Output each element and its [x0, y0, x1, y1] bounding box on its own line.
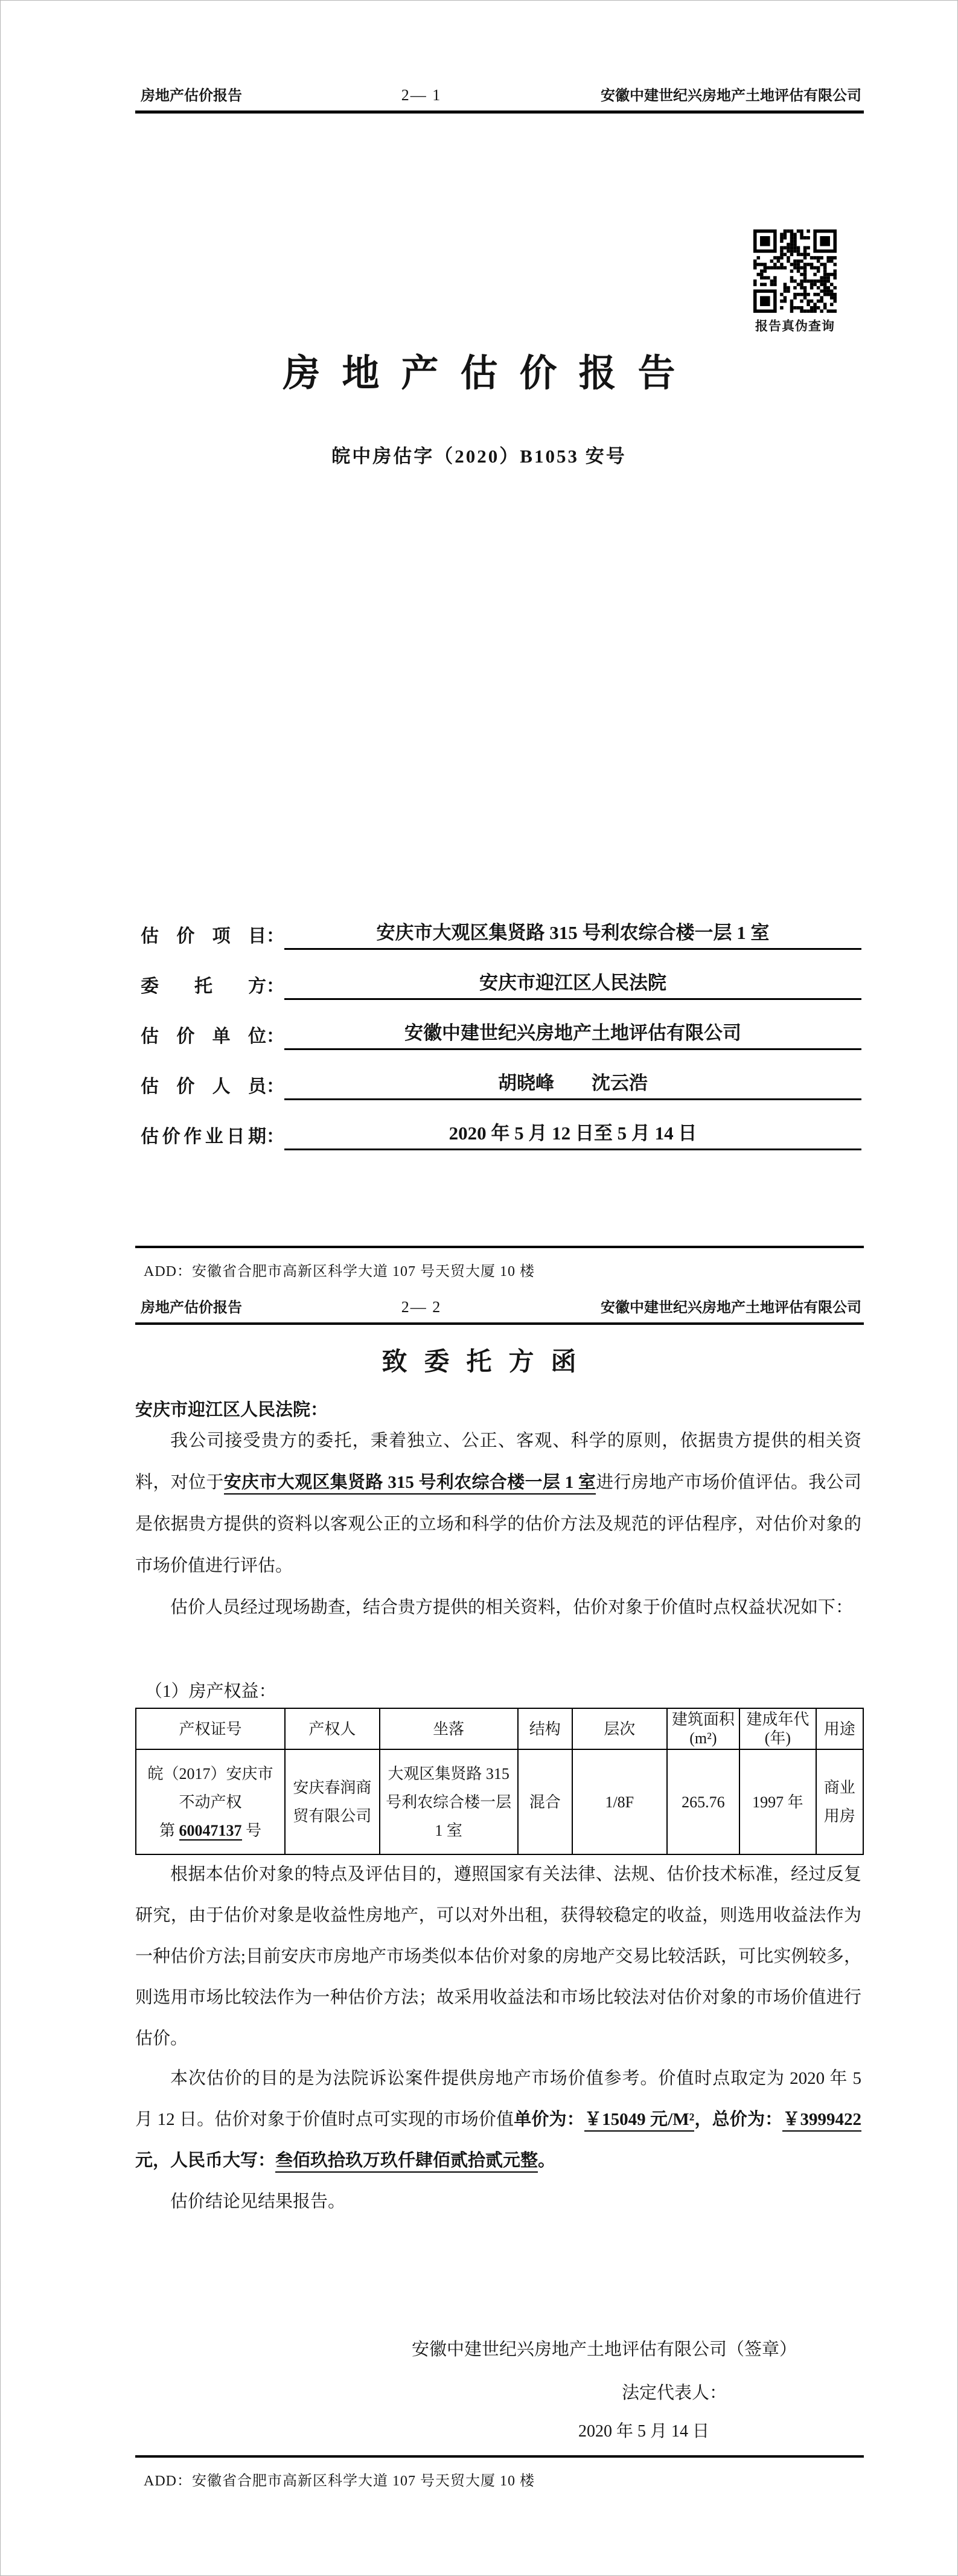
field-work-date-colon: ： — [266, 1127, 284, 1147]
total-price-label: ，总价为： — [694, 2110, 783, 2129]
field-work-date — [141, 1100, 861, 1150]
qr-block — [752, 229, 838, 335]
table-row — [136, 1749, 863, 1854]
field-appraisers — [141, 1050, 861, 1100]
cell-area: 265.76 — [667, 1749, 740, 1854]
table-header-row — [136, 1708, 863, 1749]
paragraph-engagement — [135, 1420, 861, 1587]
total-price-value: ￥3999422 — [782, 2110, 861, 2132]
page1-header — [141, 83, 861, 104]
cert-line3-post: 号 — [241, 1821, 262, 1839]
item-property-rights-label: （1）房产权益： — [145, 1682, 276, 1701]
field-agency-value: 安徽中建世纪兴房地产土地评估有限公司 — [284, 1020, 861, 1050]
field-work-date-value: 2020 年 5 月 12 日至 5 月 14 日 — [284, 1120, 861, 1150]
field-appraisers-colon: ： — [266, 1077, 284, 1097]
field-work-date-label: 估价作业日期 — [141, 1127, 266, 1147]
col-floor: 层次 — [572, 1708, 667, 1749]
page1-header-left: 房地产估价报告 — [141, 88, 242, 104]
field-client-value: 安庆市迎江区人民法院 — [284, 970, 861, 1000]
page2-header — [141, 1295, 861, 1316]
signature-legal-representative: 法定代表人： — [622, 2383, 727, 2403]
report-number: 皖中房估字（2020）B1053 安号 — [331, 446, 627, 467]
paragraph-engagement-pre: 我公司接受贵方的委托，秉着独立、公正、客观、科学的原则，依据贵方提供的相关资料，对位于 — [135, 1431, 861, 1492]
cover-fields — [141, 900, 861, 1150]
page2-page-number: 2— 2 — [401, 1298, 442, 1316]
property-rights-table — [135, 1708, 864, 1855]
page2-header-right: 安徽中建世纪兴房地产土地评估有限公司 — [601, 1300, 861, 1316]
cell-use: 商业用房 — [816, 1749, 863, 1854]
col-cert-no: 产权证号 — [136, 1708, 285, 1749]
letter-title: 致委托方函 — [382, 1348, 593, 1376]
qr-caption: 报告真伪查询 — [755, 319, 835, 333]
cert-line2: 不动产权 — [179, 1793, 242, 1811]
page2-header-left: 房地产估价报告 — [141, 1300, 242, 1316]
salutation: 安庆市迎江区人民法院： — [135, 1400, 328, 1420]
unit-price-value: ￥15049 元/M² — [584, 2110, 694, 2132]
signature-date: 2020 年 5 月 14 日 — [578, 2422, 710, 2441]
cell-owner: 安庆春润商贸有限公司 — [285, 1749, 380, 1854]
col-location: 坐落 — [380, 1708, 518, 1749]
paragraph-valuation — [135, 2058, 861, 2181]
field-project-colon: ： — [266, 926, 284, 946]
field-appraisers-label: 估价人员 — [141, 1077, 266, 1097]
page1-footer-address: ADD：安徽省合肥市高新区科学大道 107 号天贸大厦 10 楼 — [144, 1264, 535, 1280]
subject-address-emphasis: 安庆市大观区集贤路 315 号利农综合楼一层 1 室 — [224, 1473, 596, 1495]
cert-line3 — [139, 1816, 282, 1845]
page2-footer-address: ADD：安徽省合肥市高新区科学大道 107 号天贸大厦 10 楼 — [144, 2473, 535, 2489]
page1-page-number: 2— 1 — [401, 86, 442, 104]
field-project-value: 安庆市大观区集贤路 315 号利农综合楼一层 1 室 — [284, 920, 861, 950]
paragraph-survey: 估价人员经过现场勘查，结合贵方提供的相关资料，估价对象于价值时点权益状况如下： — [170, 1598, 854, 1617]
field-client-label: 委托方 — [141, 976, 266, 996]
field-appraisers-value: 胡晓峰 沈云浩 — [284, 1070, 861, 1100]
field-agency-colon: ： — [266, 1027, 284, 1046]
field-client — [141, 950, 861, 1000]
field-client-colon: ： — [266, 976, 284, 996]
cell-year: 1997 年 — [739, 1749, 816, 1854]
cell-structure: 混合 — [518, 1749, 572, 1854]
capital-words-value: 叁佰玖拾玖万玖仟肆佰贰拾贰元整 — [275, 2151, 538, 2173]
cell-floor: 1/8F — [572, 1749, 667, 1854]
report-title: 房地产估价报告 — [283, 353, 697, 394]
page2-footer-rule — [135, 2455, 864, 2458]
cert-line3-pre: 第 — [159, 1821, 179, 1839]
col-year: 建成年代(年) — [739, 1708, 816, 1749]
cell-location: 大观区集贤路 315 号利农综合楼一层 1 室 — [380, 1749, 518, 1854]
page2-header-rule — [135, 1322, 864, 1325]
col-structure: 结构 — [518, 1708, 572, 1749]
qr-code — [753, 229, 837, 313]
page1-header-rule — [135, 111, 864, 114]
paragraph-conclusion: 估价结论见结果报告。 — [170, 2192, 346, 2211]
paragraph-engagement-post: 进行房地产市场价值评估。我公司是依据贵方提供的资料以客观公正的立场和科学的估价方法及规范的评估程序，对估价对象的市场价值进行评估。 — [135, 1473, 861, 1575]
paragraph-valuation-end: 。 — [538, 2151, 556, 2170]
field-project — [141, 900, 861, 950]
unit-price-label: 单价为： — [514, 2110, 584, 2129]
field-project-label: 估价项目 — [141, 926, 266, 946]
col-use: 用途 — [816, 1708, 863, 1749]
paragraph-methods: 根据本估价对象的特点及评估目的，遵照国家有关法律、法规、估价技术标准，经过反复研究，由于估价对象是收益性房地产，可以对外出租，获得较稳定的收益，则选用收益法作为一种估价方法;目前安庆市房地产市场类似本估价对象的房地产交易比较活跃，可比实例较多，则选用市场比较法作为一种估价方法；故采用收益法和市场比较法对估价对象的市场价值进行估价。 — [135, 1865, 861, 2048]
col-owner: 产权人 — [285, 1708, 380, 1749]
signature-company: 安徽中建世纪兴房地产土地评估有限公司（签章） — [412, 2340, 797, 2359]
page1-header-right: 安徽中建世纪兴房地产土地评估有限公司 — [601, 88, 861, 104]
capital-words-label: 元，人民币大写： — [135, 2151, 276, 2170]
field-agency — [141, 1000, 861, 1050]
cert-line1: 皖（2017）安庆市 — [147, 1764, 273, 1783]
cell-cert-no — [136, 1749, 285, 1854]
cert-number: 60047137 — [179, 1821, 242, 1839]
page1-footer-rule — [135, 1246, 864, 1248]
paragraph-valuation-pre: 本次估价的目的是为法院诉讼案件提供房地产市场价值参考。价值时点取定为 2020 年 5 月 12 日。估价对象于价值时点可实现的市场价值 — [135, 2069, 861, 2129]
field-agency-label: 估价单位 — [141, 1027, 266, 1046]
col-area: 建筑面积(m²) — [667, 1708, 740, 1749]
